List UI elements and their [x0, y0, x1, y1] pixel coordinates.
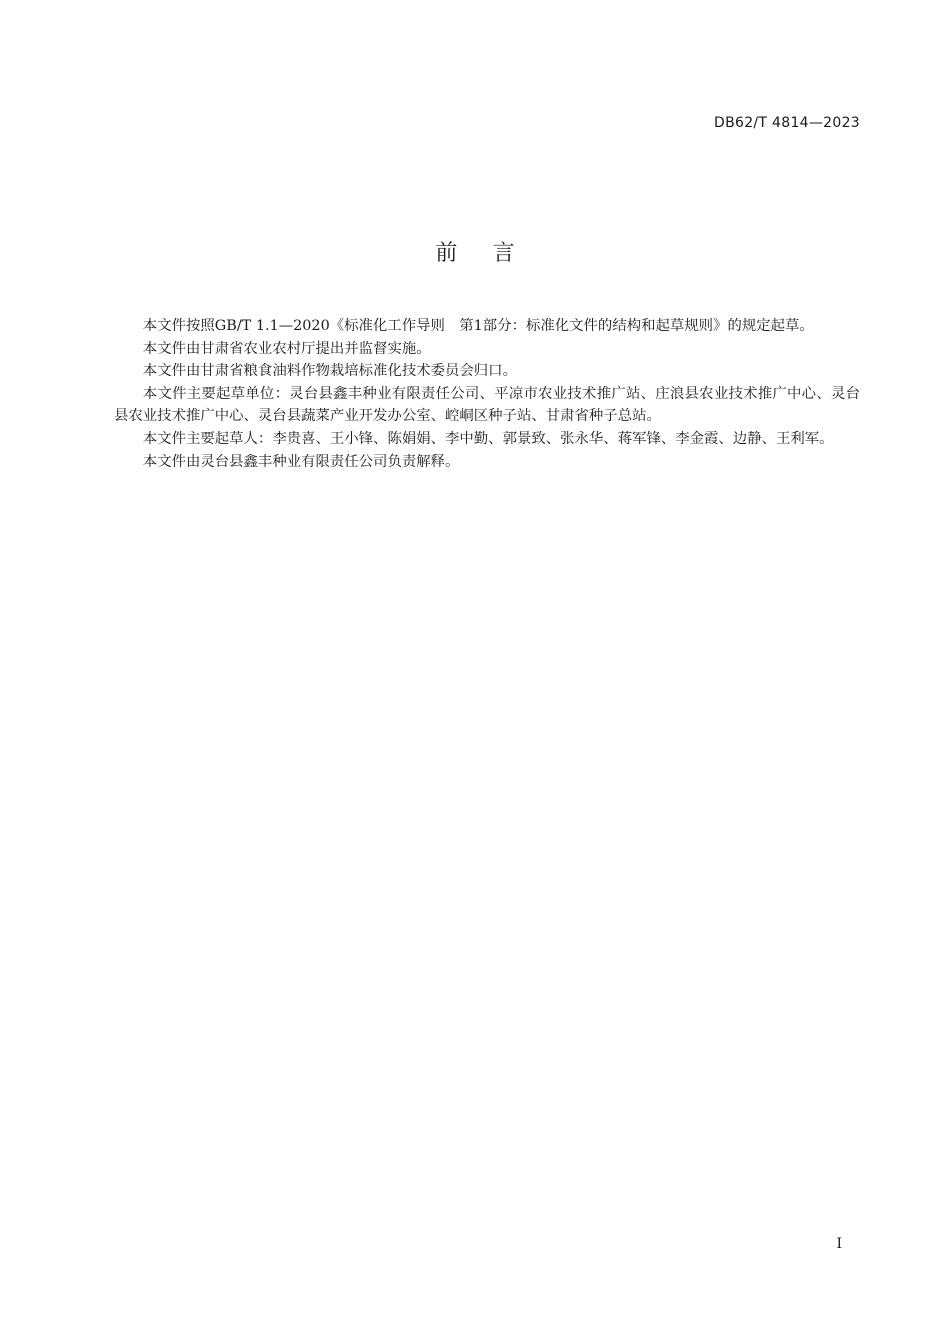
- paragraph-drafters: 本文件主要起草人：李贵喜、王小锋、陈娟娟、李中勤、郭景致、张永华、蒋军锋、李金霞、边静、王利军。: [142, 430, 834, 447]
- paragraph-proposer: 本文件由甘肃省农业农村厅提出并监督实施。: [142, 340, 431, 357]
- foreword-body: [114, 315, 860, 473]
- paragraph-committee: 本文件由甘肃省粮食油料作物栽培标准化技术委员会归口。: [142, 363, 517, 380]
- page-title: 前言: [435, 241, 550, 266]
- page-number: I: [836, 1236, 842, 1252]
- document-code: DB62/T 4814—2023: [714, 115, 860, 131]
- paragraph-interpretation: 本文件由灵台县鑫丰种业有限责任公司负责解释。: [142, 453, 460, 470]
- paragraph-drafting-units: 本文件主要起草单位：灵台县鑫丰种业有限责任公司、平凉市农业技术推广站、庄浪县农业技术推广中心、灵台县农业技术推广中心、灵台县蔬菜产业开发办公室、崆峒区种子站、甘肃省种子总站。: [114, 385, 860, 425]
- paragraph-drafting-rules: 本文件按照GB/T 1.1—2020《标准化工作导则 第1部分：标准化文件的结构和起草规则》的规定起草。: [142, 318, 814, 334]
